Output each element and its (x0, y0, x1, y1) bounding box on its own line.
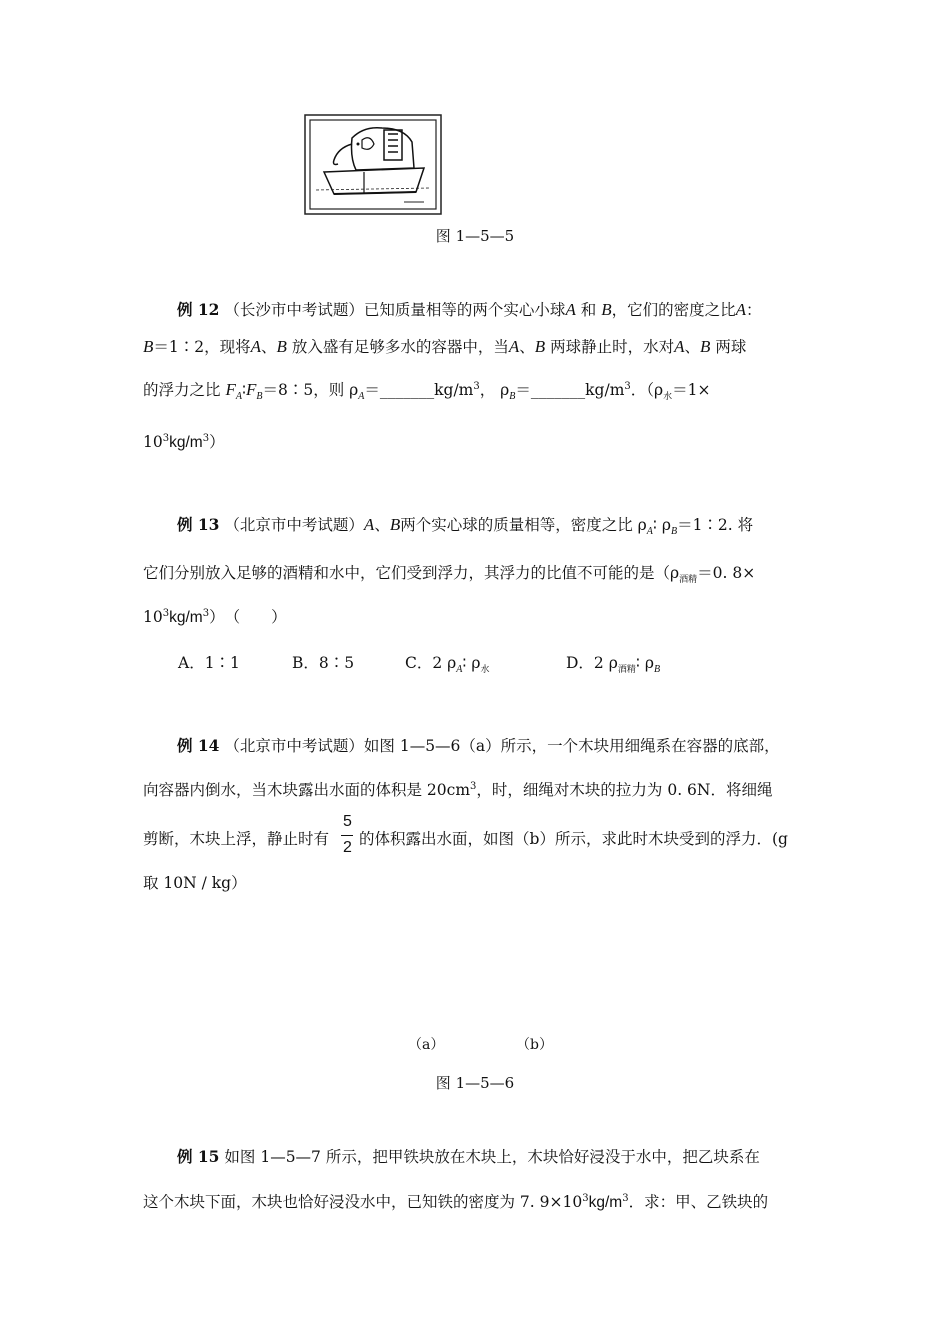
fraction-denominator: 2 (343, 839, 352, 856)
fraction-numerator: 5 (343, 813, 352, 830)
option-c: C．2 $\rho_A∶$ $\rho_水$ (405, 654, 490, 675)
fraction-bar (341, 835, 353, 836)
figure-label-b: （b） (516, 1037, 553, 1053)
example-label: 例 14 (177, 736, 220, 755)
elephant-in-boat-icon (304, 114, 442, 215)
figure-caption-1-5-6: 图 1—5—6 (435, 1074, 515, 1092)
option-a: A．1∶1 (178, 654, 240, 672)
option-b: B．8∶5 (292, 654, 355, 672)
example-14: 例 14 （北京市中考试题）如图 1—5—6（a）所示，一个木块用细绳系在容器的底部， 向容器内倒水，当木块露出水面的体积是 $20cm^3$，时，细绳对木块的拉力为 0. 6N．将细绳 剪断，木块上浮，静止时有 的体积露出水面，如图（b）所示，求此时木块受到的浮力．(g 取 10N / kg） (143, 736, 788, 892)
figure-label-a: （a） (408, 1037, 445, 1053)
example-15: 例 15 如图 1—5—7 所示，把甲铁块放在木块上，木块恰好浸没于水中，把乙块系在 这个木块下面，木块也恰好浸没水中，已知铁的密度为 7. $9\times 10^3kg/m^3$．求：甲、乙铁块的 (143, 1147, 769, 1211)
example-label: 例 13 (177, 515, 220, 534)
example-12: 例 12 （长沙市中考试题）已知质量相等的两个实心小球A 和 B，它们的密度之比A： B＝1∶2，现将A、B 放入盛有足够多水的容器中，当A、B 两球静止时，水对A、B 两球 的浮力之比 $F_A∶F_B=8∶5$，则 $\rho_A=\_\_\_\_\_\_\_kg/m^3$， $\rho_B=\_\_\_\_\_\_\_kg/m^3$．（$\rho_水=1\times$ $10^3kg/m^3$） (143, 300, 762, 451)
example-13: 例 13 （北京市中考试题）A、B两个实心球的质量相等，密度之比 $\rho_A∶$ $\rho_B=1∶2$. 将 它们分别放入足够的酒精和水中，它们受到浮力，其浮力的比值不可能的是（$\rho_{酒精}=0$. 8× $10^3kg/m^3$） （ ） (143, 515, 756, 626)
option-d: D．2 $\rho_{酒精}∶$ $\rho_B$ (566, 654, 661, 675)
example-label: 例 15 (177, 1147, 220, 1166)
example-label: 例 12 (177, 300, 220, 319)
figure-caption-1-5-5: 图 1—5—5 (435, 227, 515, 245)
